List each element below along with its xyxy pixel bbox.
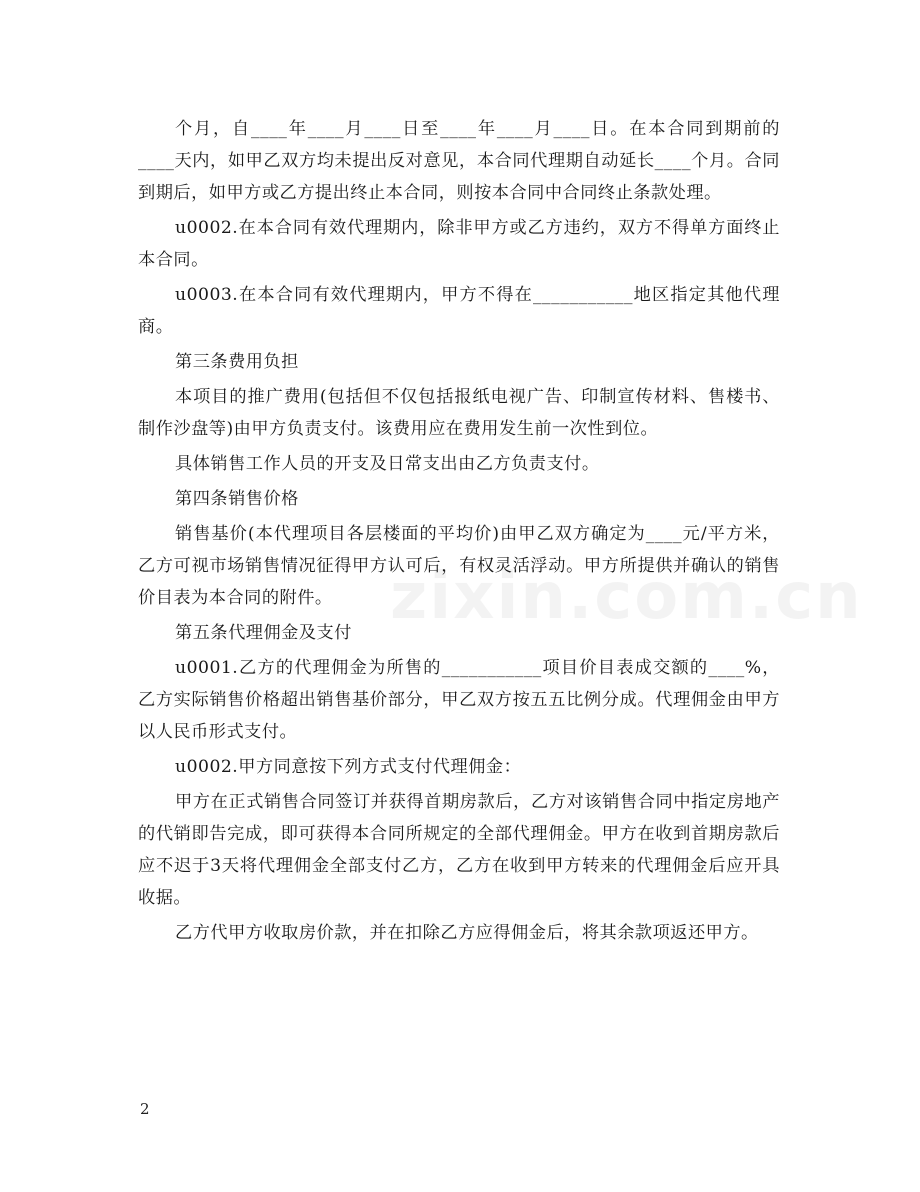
- paragraph-commission-rate: u0001.乙方的代理佣金为所售的___________项目价目表成交额的____%，乙方实际销售价格超出销售基价部分，甲乙双方按五五比例分成。代理佣金由甲方以人民币形式支付。: [138, 658, 780, 742]
- paragraph-term-period: 个月，自____年____月____日至____年____月____日。在本合同到期前的____天内，如甲乙双方均未提出反对意见，本合同代理期自动延长____个月。合同到期后，如甲方或乙方提出终止本合同，则按本合同中合同终止条款处理。: [138, 119, 780, 203]
- page-number: 2: [140, 1100, 150, 1118]
- paragraph-base-price: 销售基价(本代理项目各层楼面的平均价)由甲乙双方确定为____元/平方米，乙方可视市场销售情况征得甲方认可后，有权灵活浮动。甲方所提供并确认的销售价目表为本合同的附件。: [138, 524, 780, 608]
- document-body: [138, 113, 780, 952]
- section-heading-price: 第四条销售价格: [175, 489, 299, 509]
- section-heading-commission: 第五条代理佣金及支付: [175, 623, 352, 643]
- paragraph-payment-details: 甲方在正式销售合同签订并获得首期房款后，乙方对该销售合同中指定房地产的代销即告完成，即可获得本合同所规定的全部代理佣金。甲方在收到首期房款后应不迟于3天将代理佣金全部支付乙方，乙方在收到甲方转来的代理佣金后应开具收据。: [138, 792, 780, 908]
- paragraph-clause-2: u0002.在本合同有效代理期内，除非甲方或乙方违约，双方不得单方面终止本合同。: [138, 218, 780, 270]
- paragraph-clause-3: u0003.在本合同有效代理期内，甲方不得在___________地区指定其他代理商。: [138, 285, 780, 337]
- paragraph-payment-method: u0002.甲方同意按下列方式支付代理佣金：: [175, 757, 522, 777]
- paragraph-collection: 乙方代甲方收取房价款，并在扣除乙方应得佣金后，将其余款项返还甲方。: [175, 923, 759, 943]
- paragraph-promotion-cost: 本项目的推广费用(包括但不仅包括报纸电视广告、印制宣传材料、售楼书、制作沙盘等)由甲方负责支付。该费用应在费用发生前一次性到位。: [138, 387, 780, 439]
- section-heading-cost: 第三条费用负担: [175, 352, 299, 372]
- paragraph-staff-cost: 具体销售工作人员的开支及日常支出由乙方负责支付。: [175, 454, 600, 474]
